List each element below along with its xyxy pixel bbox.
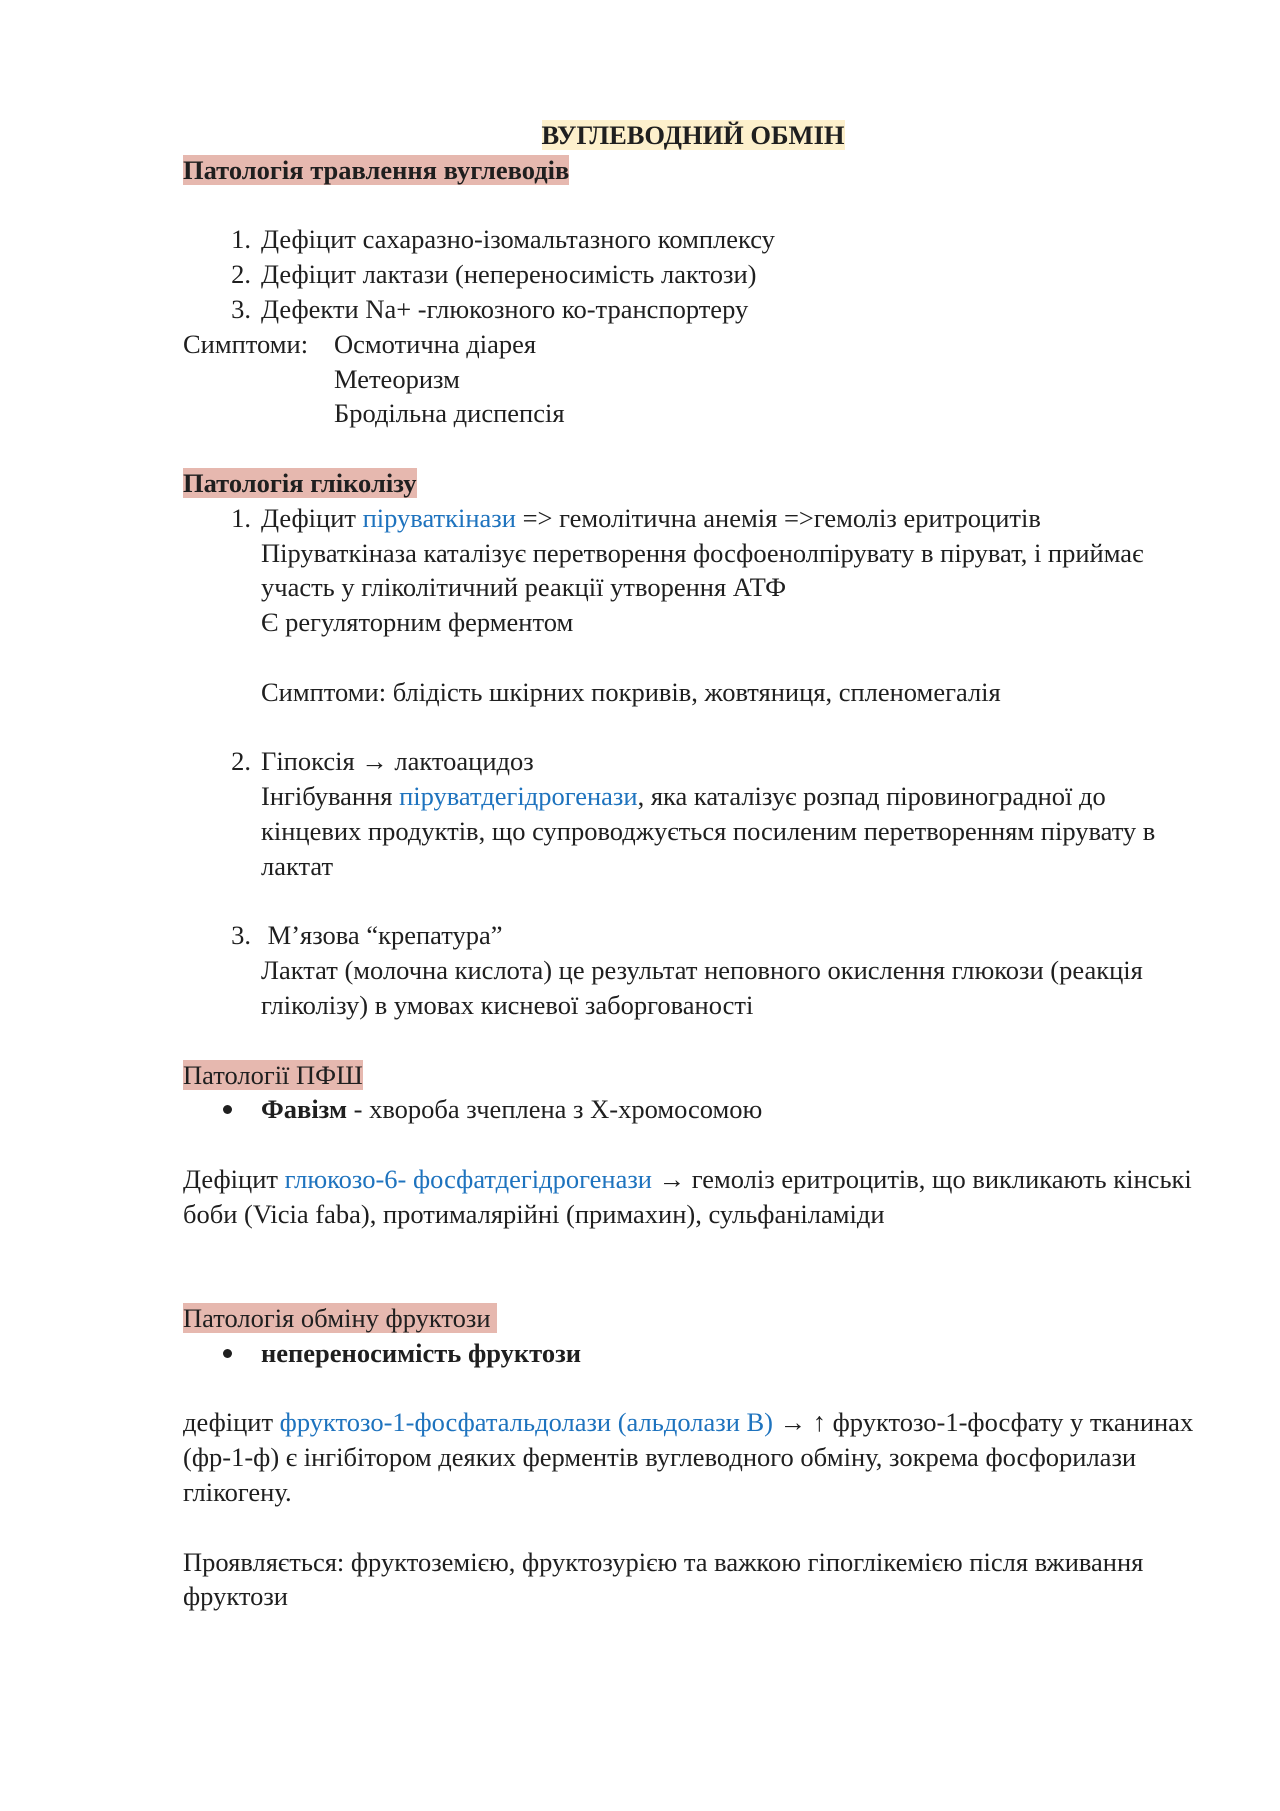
list-item: 1. Дефіцит сахаразно-ізомальтазного комплексу — [231, 224, 775, 255]
paragraph: Проявляється: фруктоземією, фруктозурією та важкою гіпоглікемією після вживання фруктози — [183, 1546, 1144, 1612]
bullet-icon — [183, 1336, 261, 1371]
section-heading-fructose: Патологія обміну фруктози — [183, 1303, 498, 1334]
bullet-icon — [183, 1092, 261, 1127]
item-description: Лактат (молочна кислота) це результат неповного окислення глюкози (реакція гліколізу) в умовах кисневої заборгованості — [261, 955, 1143, 1020]
bullet-item: непереносимість фруктози — [183, 1336, 1203, 1371]
page-title: ВУГЛЕВОДНИЙ ОБМІН — [541, 120, 845, 150]
symptom-item: Бродільна диспепсія — [334, 398, 565, 429]
item-title: Дефіцит піруваткінази => гемолітична анемія =>гемоліз еритроцитів — [261, 502, 1041, 533]
list-item: 3. М’язова “крепатура” Лактат (молочна кислота) це результат неповного окислення глюкози (реакція гліколізу) в умовах кисневої заборгованості — [183, 918, 1203, 1022]
section-heading-digestion: Патологія травлення вуглеводів — [183, 154, 570, 185]
bullet-item: Фавізм - хвороба зчеплена з Х-хромосомою — [183, 1092, 1203, 1127]
item-title: Гіпоксія → лактоацидоз — [261, 746, 534, 777]
paragraph: Дефіцит глюкозо-6- фосфатдегідрогенази → гемоліз еритроцитів, що викликають кінські боби (Vicia faba), протималярійні (примахин), сульфаніламіди — [183, 1163, 1192, 1229]
enzyme-link[interactable]: піруватдегідрогенази — [399, 781, 638, 812]
list-item: 3. Дефекти Na+ -глюкозного ко-транспортеру — [231, 293, 749, 324]
section-heading-glycolysis: Патологія гліколізу — [183, 467, 417, 498]
section-heading-ppp: Патології ПФШ — [183, 1059, 363, 1090]
list-item: 2. Гіпоксія → лактоацидоз Інгібування піруватдегідрогенази, яка каталізує розпад піровиноградної до кінцевих продуктів, що супроводжується посиленим перетворенням пірувату в лактат — [183, 744, 1203, 883]
enzyme-link[interactable]: глюкозо-6- фосфатдегідрогенази — [284, 1163, 652, 1194]
item-description: Є регуляторним ферментом — [261, 607, 574, 638]
enzyme-link[interactable]: піруваткінази — [362, 502, 516, 533]
paragraph: дефіцит фруктозо-1-фосфатальдолази (альдолази В) → ↑ фруктозо-1-фосфату у тканинах (фр-1-ф) є інгібітором деяких ферментів вуглеводного обміну, зокрема фосфорилази глікогену. — [183, 1407, 1194, 1508]
item-description: Інгібування піруватдегідрогенази, яка каталізує розпад піровиноградної до кінцевих продуктів, що супроводжується посиленим перетворенням пірувату в лактат — [261, 781, 1156, 881]
symptom-item: Метеоризм — [334, 363, 460, 394]
item-description: Піруваткіназа каталізує перетворення фосфоенолпірувату в піруват, і приймає участь у гліколітичний реакції утворення АТФ — [261, 537, 1144, 603]
list-item: 2. Дефіцит лактази (непереносимість лактози) — [231, 259, 757, 290]
document-page — [183, 118, 1203, 1614]
list-item: 1. Дефіцит піруваткінази => гемолітична анемія =>гемоліз еритроцитів Піруваткіназа каталізує перетворення фосфоенолпірувату в піруват, і приймає участь у гліколітичний реакції утворення АТФ Є регуляторним ферментом Симптоми: блідість шкірних покривів, жовтяниця, спленомегалія — [183, 501, 1203, 710]
item-symptoms: Симптоми: блідість шкірних покривів, жовтяниця, спленомегалія — [261, 676, 1001, 707]
enzyme-link[interactable]: фруктозо-1-фосфатальдолази (альдолази В) — [279, 1407, 774, 1438]
symptoms-line: Симптоми: Осмотична діарея — [183, 328, 537, 359]
item-title: М’язова “крепатура” — [261, 920, 503, 951]
